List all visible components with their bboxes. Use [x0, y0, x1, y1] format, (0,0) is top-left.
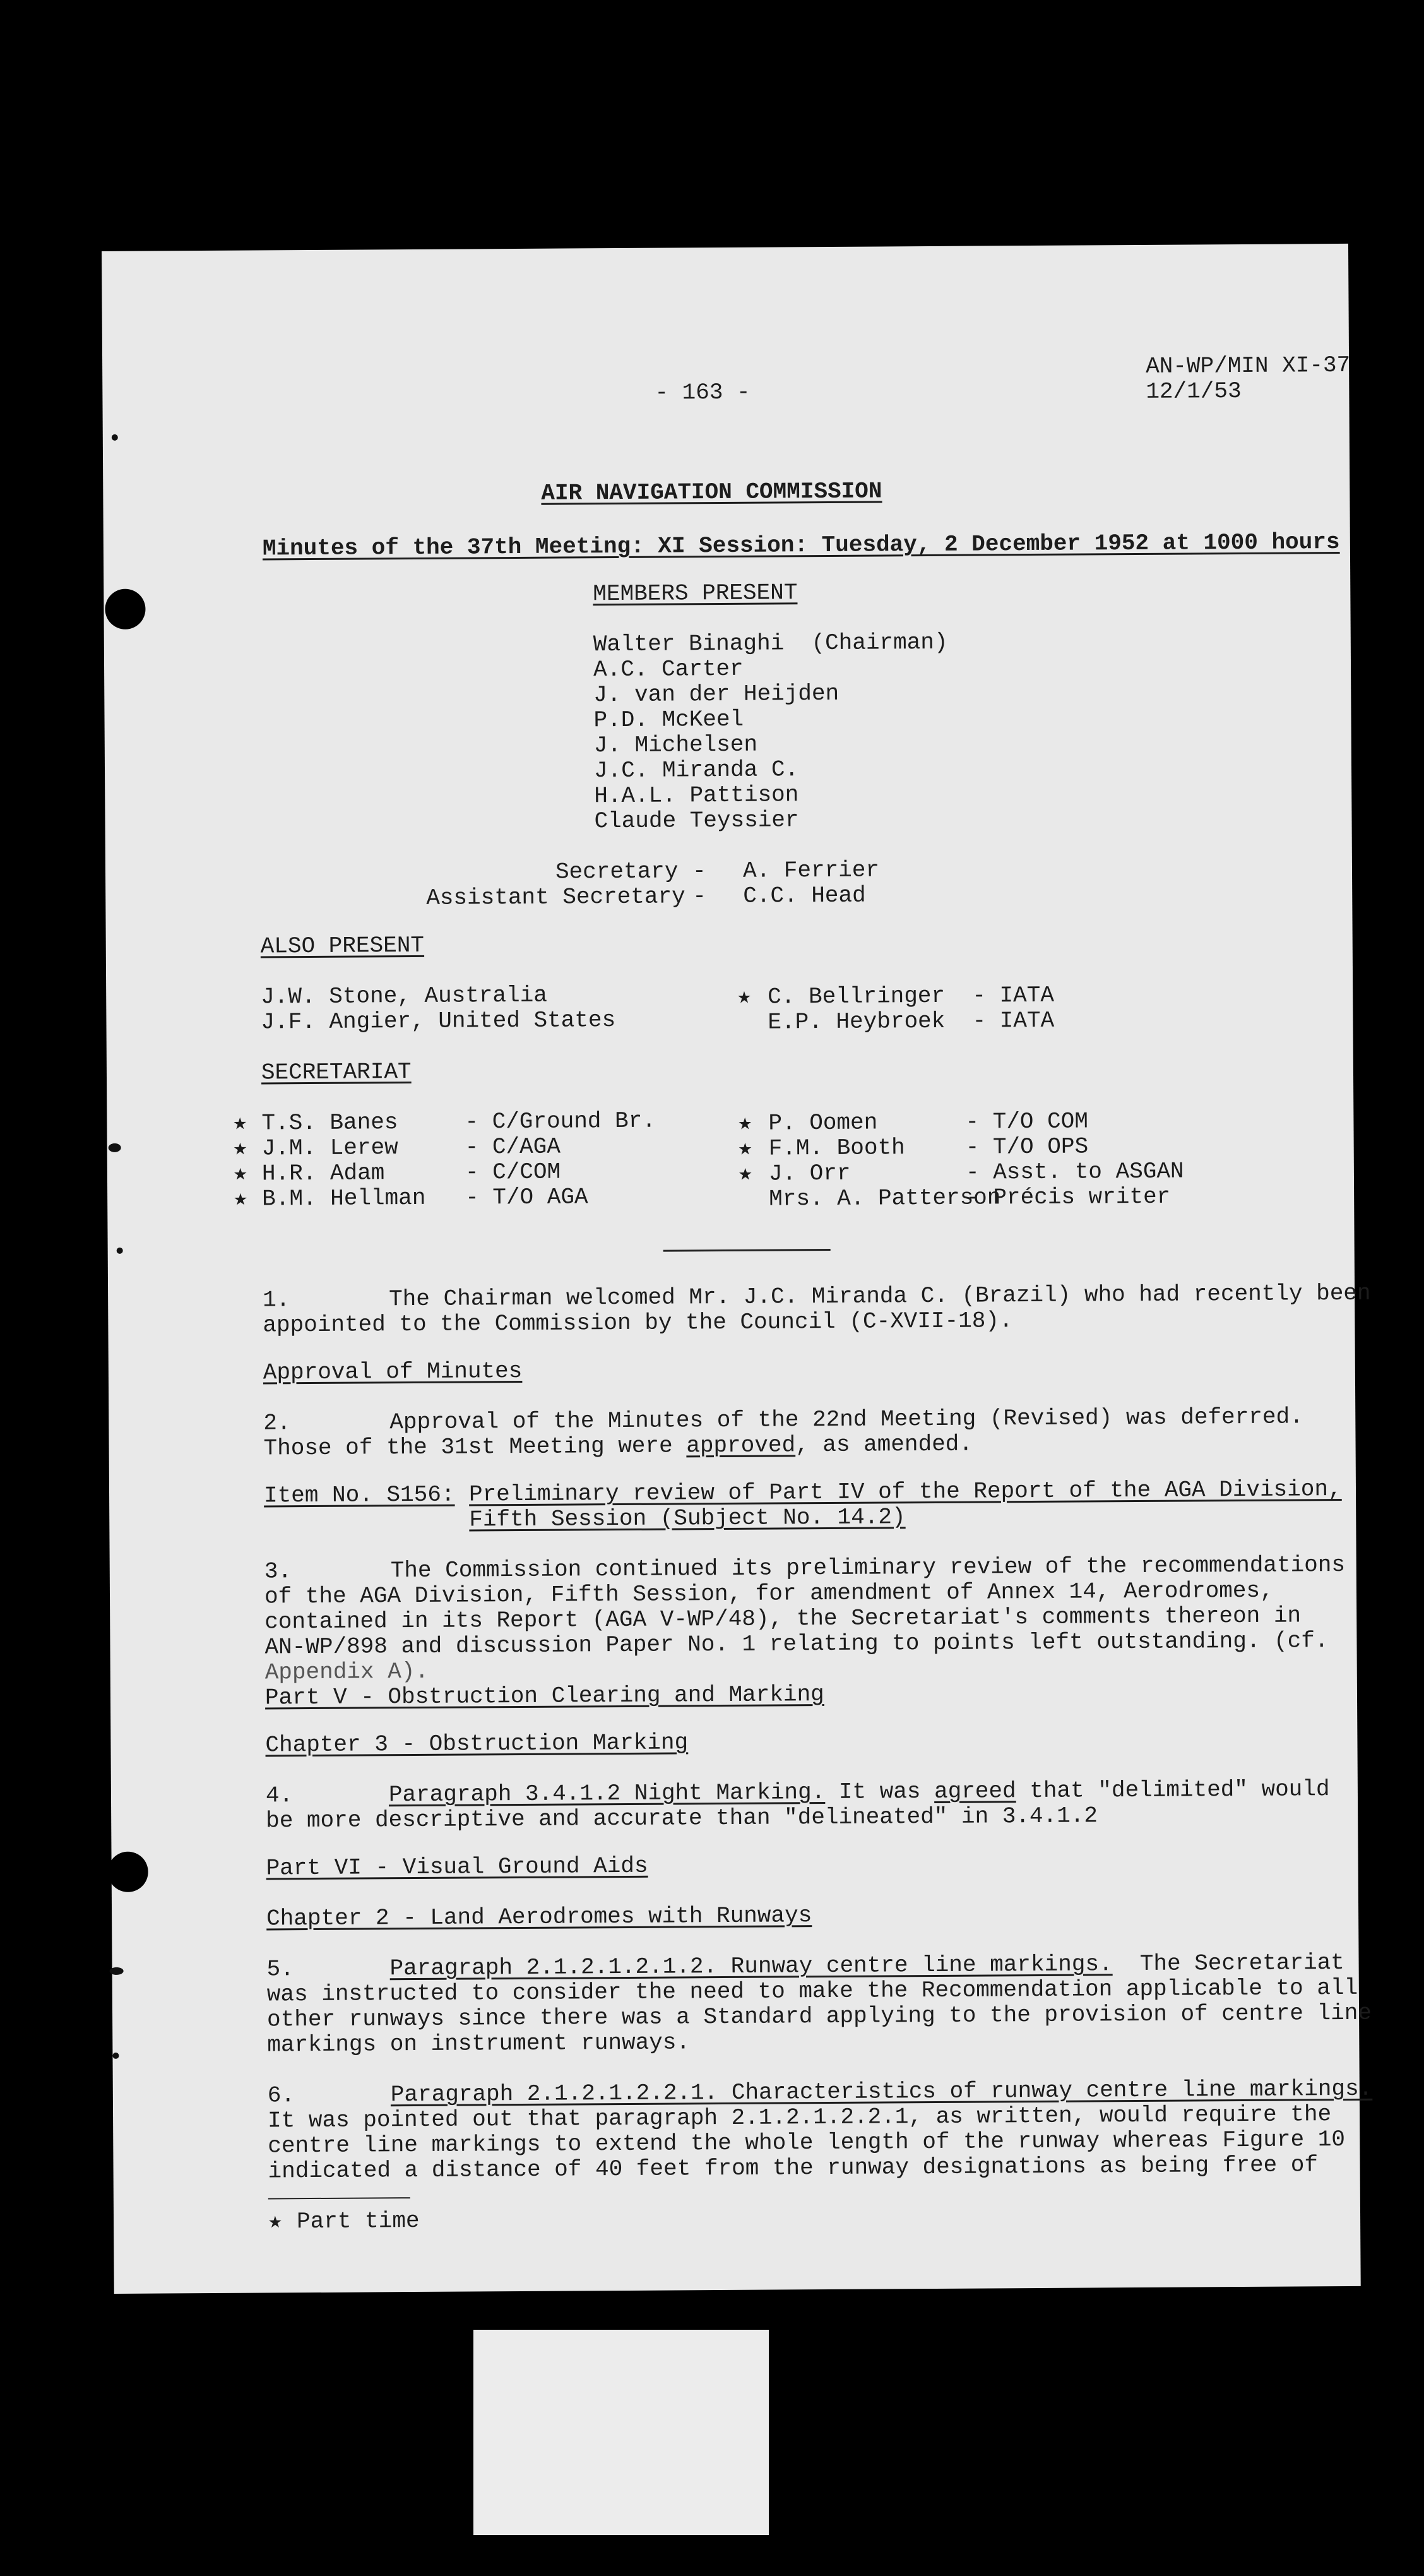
part-time-star: ★ — [737, 984, 752, 1010]
part-time-star: ★ — [233, 1135, 247, 1162]
paragraph-heading: Paragraph 2.1.2.1.2.2.1. Characteristics of runway centre line markings. — [390, 2075, 1373, 2108]
paragraph-number: 2. — [263, 1410, 291, 1436]
part-heading: Part VI - Visual Ground Aids — [266, 1852, 648, 1881]
paragraph-text-part: , as amended. — [795, 1431, 973, 1458]
officer-dash: - — [692, 858, 706, 885]
page-number: - 163 - — [655, 379, 751, 406]
paragraph-text: appointed to the Commission by the Council (C-XVII-18). — [263, 1308, 1013, 1339]
staff-role: - T/O OPS — [965, 1133, 1089, 1160]
paragraph-text: It was pointed out that paragraph 2.1.2.1.2.2.1, as written, would require the — [267, 2101, 1332, 2134]
blank-card — [473, 2330, 769, 2535]
officer-name: C.C. Head — [743, 882, 866, 909]
paragraph-text-part: The Secretariat — [1112, 1950, 1344, 1977]
member-name: A.C. Carter — [593, 655, 744, 683]
speck — [112, 2053, 119, 2059]
attendee: C. Bellringer - IATA — [768, 982, 1055, 1010]
paragraph-text: markings on instrument runways. — [267, 2029, 691, 2058]
paragraph-number: 1. — [263, 1287, 290, 1313]
member-name: Walter Binaghi (Chairman) — [593, 629, 948, 658]
staff-name: B.M. Hellman — [262, 1184, 426, 1212]
members-present-heading: MEMBERS PRESENT — [593, 580, 798, 607]
attendee: J.F. Angier, United States — [261, 1007, 616, 1035]
part-time-star: ★ — [738, 1110, 752, 1136]
part-time-star: ★ — [738, 1160, 752, 1187]
part-time-star: ★ — [233, 1160, 247, 1187]
paragraph-text — [389, 1778, 1330, 1806]
item-title: Preliminary review of Part IV of the Report of the AGA Division, — [468, 1476, 1342, 1508]
staff-name: H.R. Adam — [261, 1160, 385, 1187]
paragraph-text: be more descriptive and accurate than "delineated" in 3.4.1.2 — [266, 1803, 1098, 1834]
member-name: J. van der Heijden — [593, 680, 840, 708]
paragraph-text: was instructed to consider the need to make the Recommendation applicable to all — [266, 1974, 1358, 2008]
paragraph-heading: Paragraph 2.1.2.1.2.1.2. Runway centre line markings. — [389, 1951, 1113, 1982]
document-page — [102, 244, 1373, 2294]
document-reference: AN-WP/MIN XI-37 — [1146, 352, 1351, 379]
emphasis: agreed — [934, 1778, 1016, 1804]
speck — [117, 1248, 123, 1254]
staff-name: J. Orr — [768, 1160, 851, 1187]
member-name: H.A.L. Pattison — [594, 782, 799, 809]
speck — [112, 434, 118, 441]
speck — [109, 1143, 121, 1152]
part-time-star: ★ — [268, 2209, 282, 2235]
paragraph-text: other runways since there was a Standard applying to the provision of centre line — [266, 2000, 1372, 2033]
paragraph-text: centre line markings to extend the whole length of the runway whereas Figure 10 — [268, 2126, 1346, 2159]
staff-role: - C/Ground Br. — [465, 1107, 656, 1135]
part-time-star: ★ — [234, 1186, 247, 1212]
staff-role: - C/AGA — [465, 1133, 561, 1160]
part-time-star: ★ — [738, 1135, 752, 1162]
secretariat-heading: SECRETARIAT — [261, 1059, 412, 1086]
paragraph-heading: Paragraph 3.4.1.2 Night Marking. — [388, 1779, 826, 1808]
staff-name: F.M. Booth — [768, 1135, 905, 1162]
paragraph-text: AN-WP/898 and discussion Paper No. 1 relating to points left outstanding. (cf. — [264, 1628, 1329, 1661]
paragraph-text: of the AGA Division, Fifth Session, for amendment of Annex 14, Aerodromes, — [264, 1577, 1274, 1610]
paragraph-text-part: Those of the 31st Meeting were — [263, 1433, 687, 1462]
section-divider — [663, 1249, 831, 1252]
document-title: AIR NAVIGATION COMMISSION — [541, 478, 882, 506]
member-name: P.D. McKeel — [593, 706, 744, 734]
staff-role: - T/O COM — [965, 1108, 1089, 1135]
item-label: Item No. S156: — [263, 1481, 455, 1509]
paragraph-text: The Commission continued its preliminary review of the recommendations — [390, 1552, 1346, 1584]
item-title: Fifth Session (Subject No. 14.2) — [469, 1504, 906, 1533]
chapter-heading: Chapter 3 - Obstruction Marking — [265, 1729, 689, 1758]
part-time-star: ★ — [233, 1110, 247, 1136]
paragraph-number: 4. — [265, 1782, 294, 1809]
attendee: E.P. Heybroek - IATA — [768, 1007, 1055, 1035]
member-name: Claude Teyssier — [594, 807, 799, 835]
staff-role: - T/O AGA — [465, 1184, 588, 1211]
document-date: 12/1/53 — [1146, 378, 1242, 405]
paragraph-text: Appendix A). — [264, 1658, 429, 1686]
paragraph-number: 3. — [264, 1558, 292, 1585]
staff-name: P. Oomen — [768, 1109, 878, 1136]
officer-role: Assistant Secretary — [426, 883, 685, 911]
footnote-text: Part time — [296, 2207, 420, 2235]
paragraph-number: 5. — [266, 1956, 294, 1983]
staff-role: - C/COM — [465, 1159, 561, 1186]
part-heading: Part V - Obstruction Clearing and Marking — [264, 1681, 824, 1711]
punch-hole-bottom — [107, 1852, 148, 1892]
staff-role: - Précis writer — [966, 1183, 1171, 1211]
paragraph-text — [263, 1433, 973, 1460]
paragraph-text: contained in its Report (AGA V-WP/48), the Secretariat's comments thereon in — [264, 1602, 1302, 1635]
footnote-rule — [268, 2197, 410, 2199]
staff-role: - Asst. to ASGAN — [965, 1158, 1184, 1186]
member-name: J. Michelsen — [593, 731, 758, 759]
officer-name: A. Ferrier — [742, 857, 880, 884]
officer-dash: - — [692, 883, 706, 910]
paragraph-text-part: that "delimited" would — [1016, 1776, 1330, 1804]
paragraph-text: Approval of the Minutes of the 22nd Meeting (Revised) was deferred. — [389, 1404, 1303, 1436]
paragraph-text-part: It was — [825, 1778, 935, 1806]
chapter-heading: Chapter 2 - Land Aerodromes with Runways — [266, 1902, 812, 1932]
punch-hole-top — [105, 589, 145, 629]
member-name: J.C. Miranda C. — [593, 756, 799, 784]
staff-name: T.S. Banes — [261, 1109, 398, 1136]
speck — [110, 1967, 124, 1975]
emphasis: approved — [686, 1432, 796, 1459]
staff-name: Mrs. A. Patterson — [769, 1184, 1001, 1212]
paragraph-text: The Chairman welcomed Mr. J.C. Miranda C. (Brazil) who had recently been — [389, 1280, 1371, 1313]
attendee: J.W. Stone, Australia — [261, 982, 548, 1010]
paragraph-text: indicated a distance of 40 feet from the runway designations as being free of — [268, 2152, 1319, 2185]
paragraph-number: 6. — [267, 2082, 295, 2109]
also-present-heading: ALSO PRESENT — [260, 932, 425, 960]
section-heading: Approval of Minutes — [263, 1357, 523, 1386]
document-subtitle: Minutes of the 37th Meeting: XI Session: Tuesday, 2 December 1952 at 1000 hours — [262, 529, 1340, 562]
officer-role: Secretary — [555, 858, 679, 885]
staff-name: J.M. Lerew — [261, 1135, 398, 1162]
